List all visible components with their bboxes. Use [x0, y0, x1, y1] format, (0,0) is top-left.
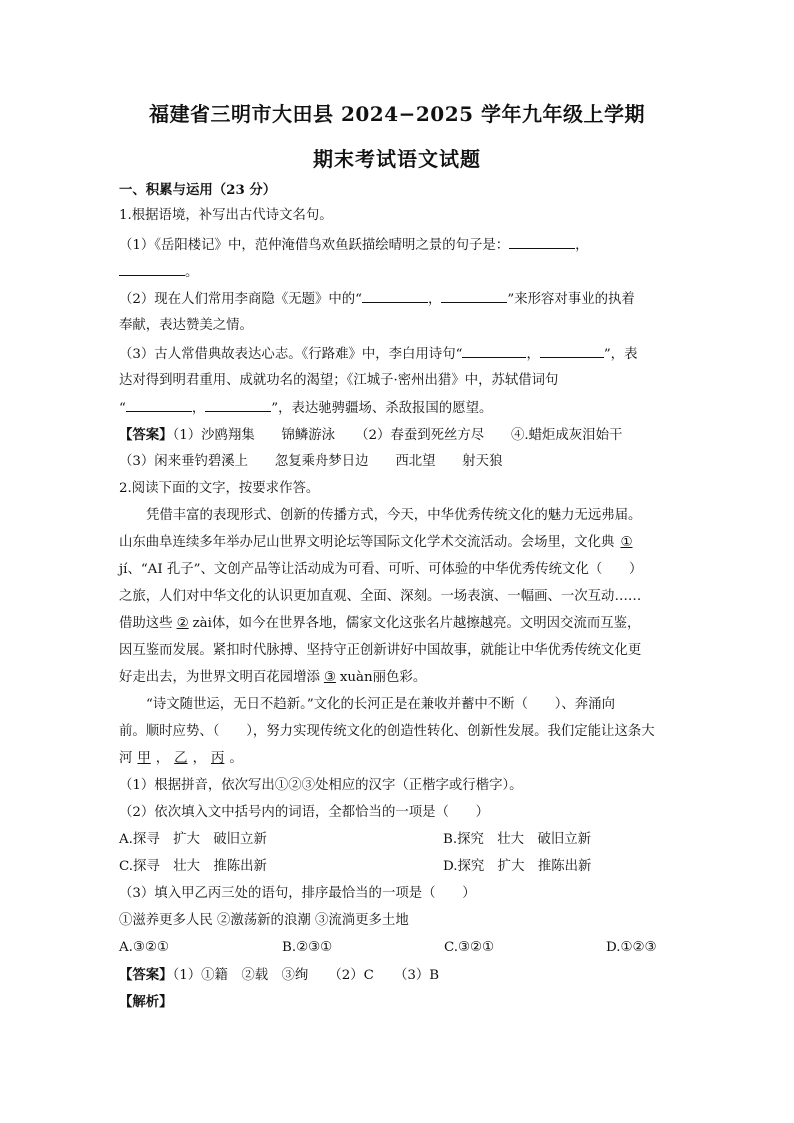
punct: ， [192, 751, 206, 766]
q2-para1-line2 [119, 534, 638, 552]
q2-sub2-option-a[interactable]: A.探寻 扩大 破旧立新 [119, 832, 267, 847]
q1-part1-cont [119, 263, 198, 282]
answer-label: 【答案】 [119, 427, 173, 443]
q2-sub2-option-d[interactable]: D.探究 扩大 推陈出新 [443, 859, 592, 874]
q1-part2 [119, 290, 635, 309]
q2-para1-line5 [119, 615, 640, 633]
answer-blank[interactable] [205, 399, 271, 412]
punct: ， [428, 292, 442, 307]
answer-blank[interactable] [126, 399, 192, 412]
punct: 。 [185, 265, 199, 280]
answer-blank[interactable] [362, 290, 428, 303]
section-heading: 一、积累与运用（23 分） [119, 182, 277, 198]
q2-sub3-option-b[interactable]: B.②③① [282, 940, 333, 955]
blank-yi: 乙 [174, 751, 188, 766]
q2-para1-line6: 因互鉴而发展。紧扣时代脉搏、坚持守正创新讲好中国故事，就能让中华优秀传统文化更 [119, 643, 642, 658]
blank-mark-1: ① [620, 535, 633, 550]
q2-sub3: （3）填入甲乙丙三处的语句，排序最恰当的一项是（ ） [119, 886, 476, 901]
punct: ， [526, 347, 540, 362]
q2-sub2-option-c[interactable]: C.探寻 壮大 推陈出新 [119, 859, 267, 874]
q1-part1 [119, 236, 589, 255]
answer-blank[interactable] [441, 290, 507, 303]
pinyin-ji: jí [119, 562, 128, 577]
blank-mark-2: ② [176, 616, 189, 631]
answer-blank[interactable] [119, 263, 185, 276]
text: 河 [119, 751, 133, 766]
text: 、“AI 孔子”、文创产品等让活动成为可看、可听、可体验的中华优秀传统文化（ ） [127, 562, 643, 577]
punct: 。 [229, 751, 243, 766]
q2-sub3-option-c[interactable]: C.③②① [444, 940, 495, 955]
q1-part3-cont: 达对得到明君重用、成就功名的渴望；《江城子·密州出猎》中，苏轼借词句 [119, 373, 559, 388]
answer-blank[interactable] [462, 345, 526, 358]
q1-part3-text: （3）古人常借典故表达心志。《行路难》中，李白用诗句“ [119, 347, 463, 362]
answer-label: 【答案】 [119, 967, 173, 983]
q2-para2-line1: “诗文随世运，无日不趋新。”文化的长河正是在兼收并蓄中不断（ ）、奔涌向 [146, 697, 615, 712]
q2-para1-line7 [119, 669, 426, 687]
pinyin-xuan: xuàn [339, 670, 373, 685]
q2-para1-line1: 凭借丰富的表现形式、创新的传播方式，今天，中华优秀传统文化的魅力无远弗届。 [146, 508, 642, 523]
q1-part2-text-b: ”来形容对事业的执着 [507, 292, 635, 307]
pinyin-zai: zài [192, 616, 212, 631]
punct: ， [575, 238, 589, 253]
q2-sub2-option-b[interactable]: B.探究 壮大 破旧立新 [443, 832, 592, 847]
title-line-2: 期末考试语文试题 [313, 147, 481, 171]
q1-part3 [119, 345, 637, 364]
quote-open: “ [119, 401, 126, 416]
title-line-1: 福建省三明市大田县 2024−2025 学年九年级上学期 [148, 102, 645, 126]
q2-para2-line2: 前。顺时应势、（ ），努力实现传统文化的创造性转化、创新性发展。我们定能让这条大 [119, 724, 655, 739]
analysis-label: 【解析】 [119, 994, 173, 1010]
q2-para2-line3 [119, 750, 243, 768]
blank-jia: 甲 [137, 751, 151, 766]
q2-answer [119, 966, 439, 985]
q1-part3-text-b: ”，表 [603, 347, 638, 362]
text: 山东曲阜连续多年举办尼山世界文明论坛等国际文化学术交流活动。会场里，文化典 [119, 535, 615, 550]
q2-sub3-items: ①滋养更多人民 ②激荡新的浪潮 ③流淌更多土地 [119, 913, 409, 928]
blank-mark-3: ③ [323, 670, 336, 685]
blank-bing: 丙 [210, 751, 225, 766]
text: 体，如今在世界各地，儒家文化这张名片越擦越亮。文明因交流而互鉴， [211, 616, 641, 631]
text: 借助这些 [119, 616, 173, 631]
q1-part2-text: （2）现在人们常用李商隐《无题》中的“ [119, 292, 363, 307]
q1-part2-cont: 奉献，表达赞美之情。 [119, 318, 253, 333]
q2-para1-line3 [119, 561, 642, 579]
punct: ， [155, 751, 170, 766]
punct: ， [191, 401, 206, 416]
q2-para1-line4: 之旅，人们对中华文化的认识更加直观、全面、深刻。一场表演、一幅画、一次互动…… [119, 589, 642, 604]
q2-answer-text: （1）①籍 ②载 ③绚 （2）C （3）B [172, 968, 440, 983]
q2-sub3-option-a[interactable]: A.③②① [119, 940, 169, 955]
text: 好走出去，为世界文明百花园增添 [119, 670, 320, 685]
q2-stem: 2.阅读下面的文字，按要求作答。 [119, 481, 320, 496]
answer-blank[interactable] [509, 236, 575, 249]
q1-answer-line1: （1）沙鸥翔集 锦鳞游泳 （2）春蚕到死丝方尽 ④.蜡炬成灰泪始干 [172, 428, 623, 443]
q1-answer [119, 426, 622, 445]
text: 丽色彩。 [372, 670, 427, 685]
q1-part3-text-e: ”，表达驰骋疆场、杀敌报国的愿望。 [271, 401, 493, 416]
q1-part3-cont2 [119, 399, 492, 418]
q1-part1-text: （1）《岳阳楼记》中，范仲淹借鸟欢鱼跃描绘晴明之景的句子是： [119, 238, 510, 253]
q2-sub1: （1）根据拼音，依次写出①②③处相应的汉字（正楷字或行楷字）。 [119, 778, 523, 793]
q2-sub3-option-d[interactable]: D.①②③ [606, 940, 657, 955]
q1-stem: 1.根据语境，补写出古代诗文名句。 [119, 208, 333, 223]
q1-answer-line2: （3）闲来垂钓碧溪上 忽复乘舟梦日边 西北望 射天狼 [119, 454, 503, 469]
answer-blank[interactable] [540, 345, 604, 358]
q2-sub2: （2）依次填入文中括号内的词语，全都恰当的一项是（ ） [119, 805, 490, 820]
